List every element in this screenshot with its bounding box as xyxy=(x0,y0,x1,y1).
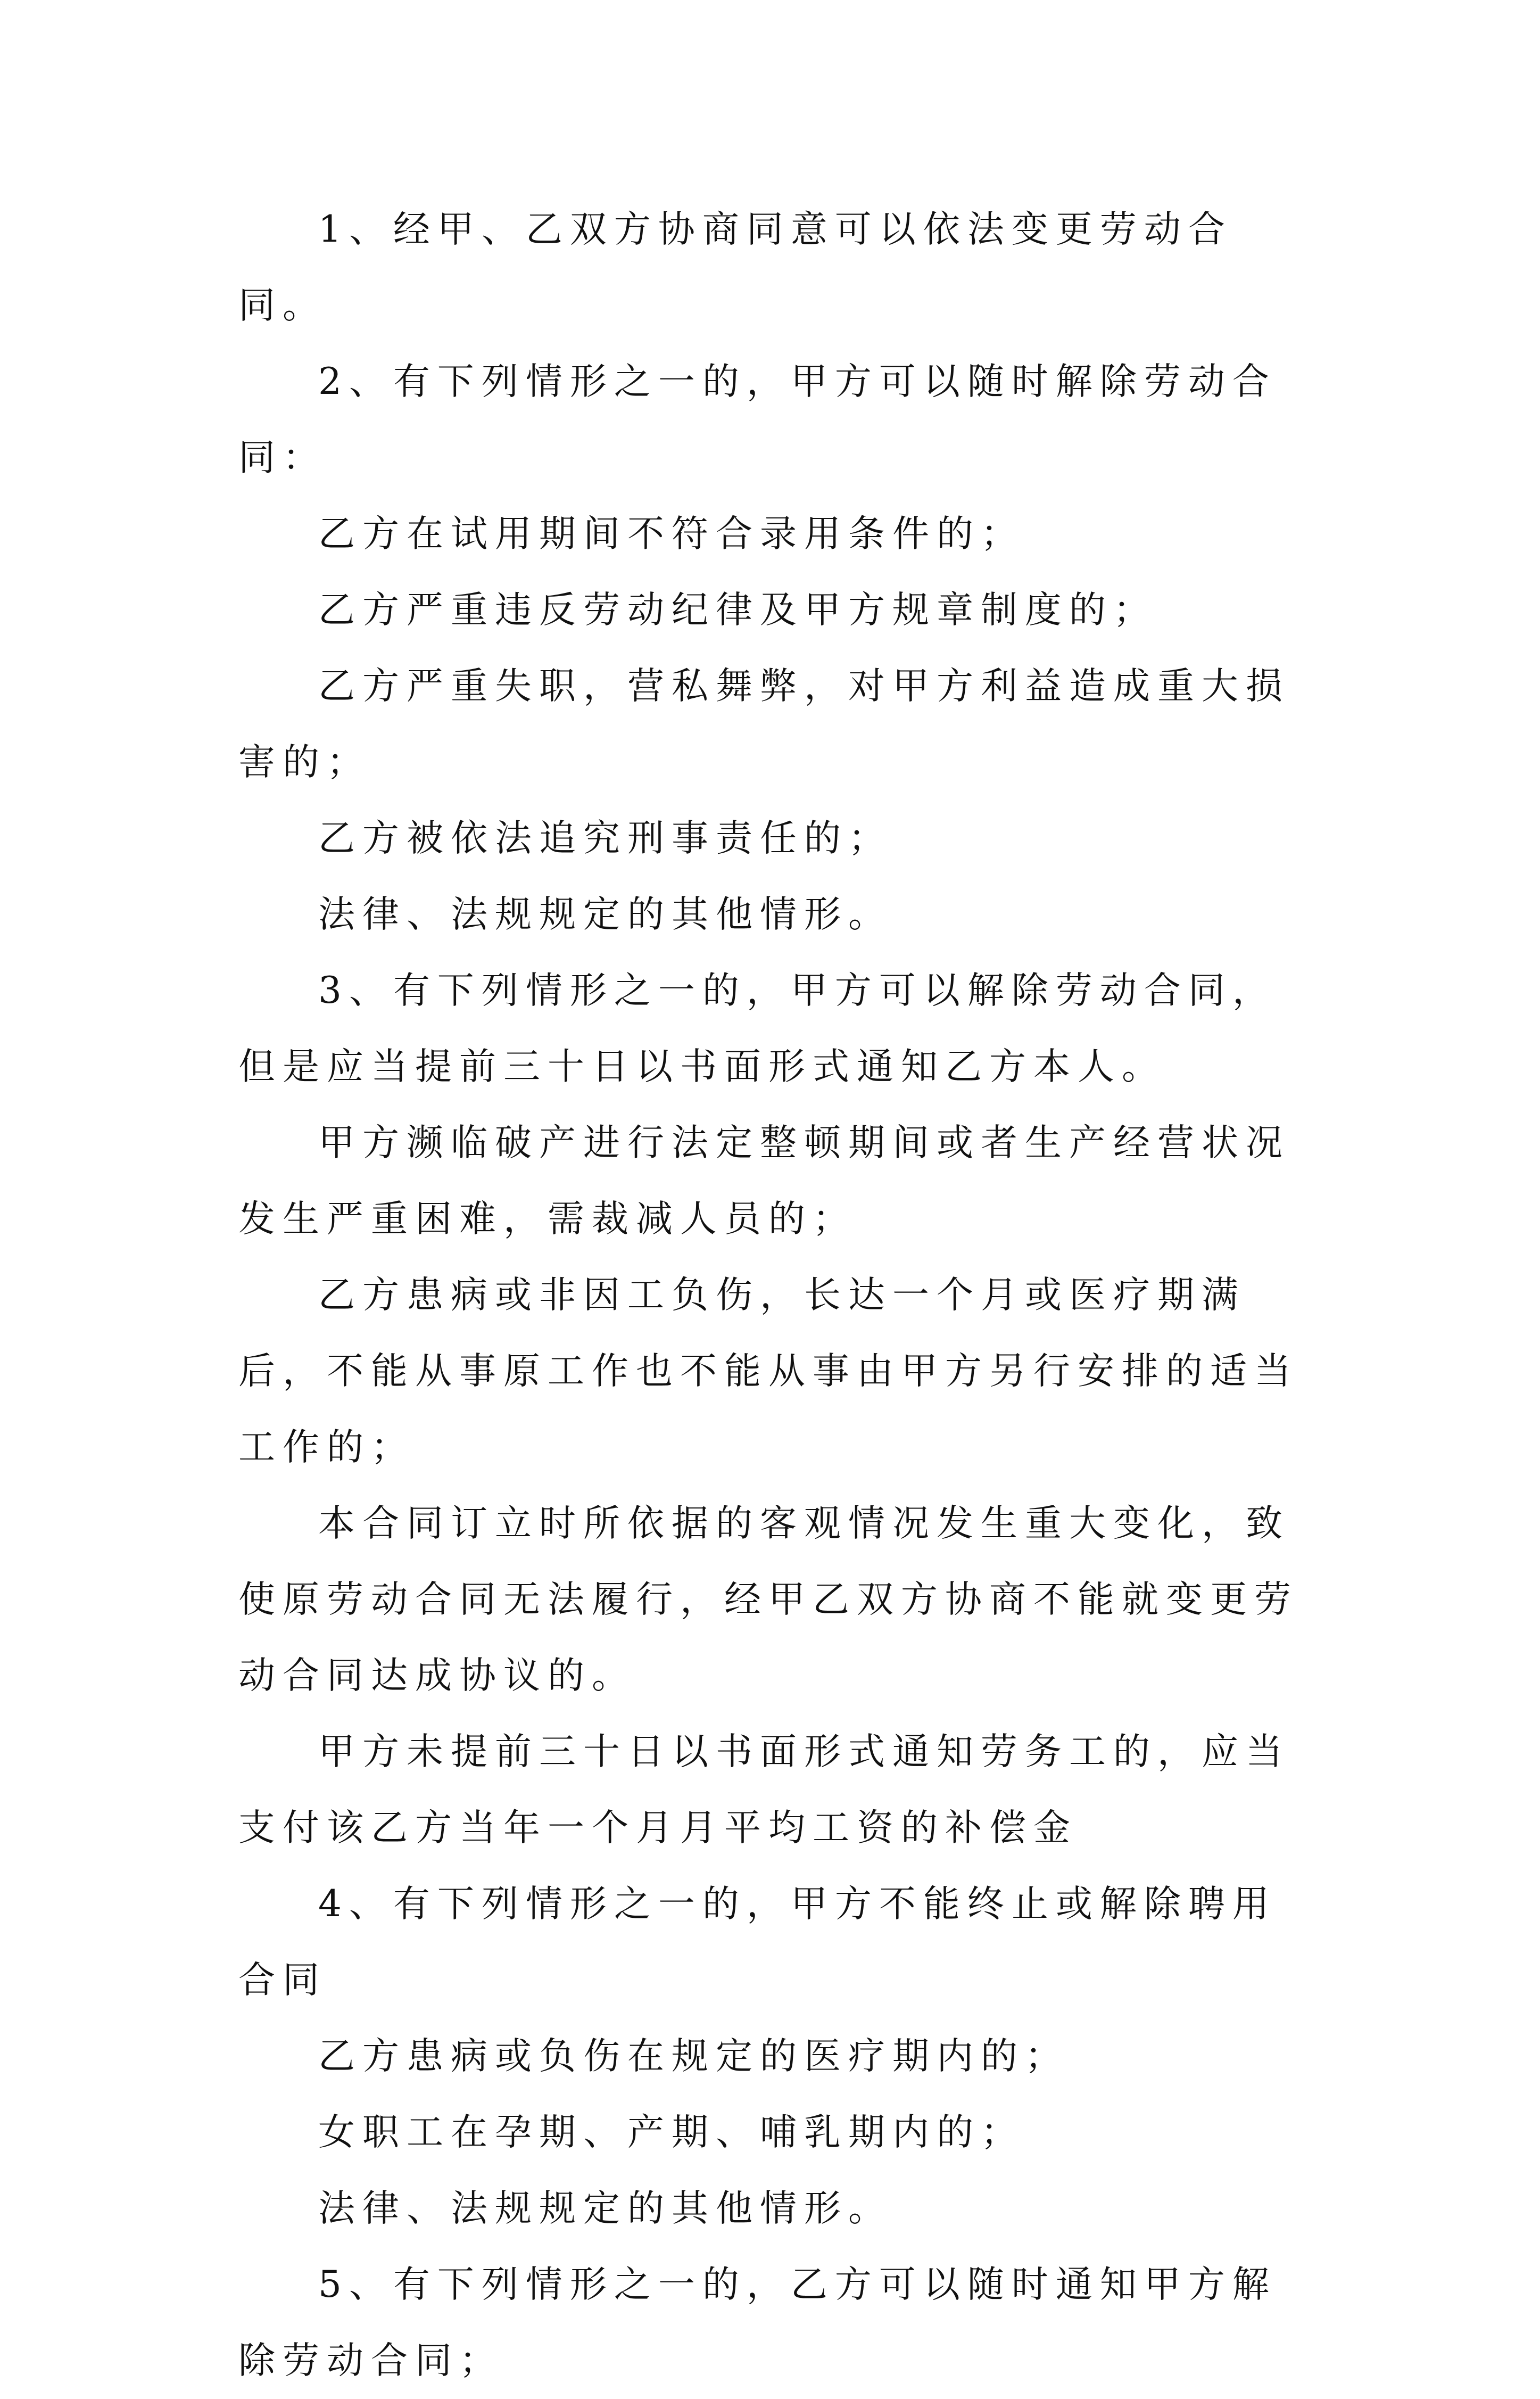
paragraph: 乙方患病或非因工负伤，长达一个月或医疗期满后，不能从事原工作也不能从事由甲方另行安排的适当工作的； xyxy=(238,1274,1298,1469)
paragraph: 法律、法规规定的其他情形。 xyxy=(318,893,892,936)
paragraph: 5、有下列情形之一的，乙方可以随时通知甲方解除劳动合同； xyxy=(238,2263,1277,2382)
paragraph: 女职工在孕期、产期、哺乳期内的； xyxy=(318,2111,1025,2154)
paragraph: 乙方在试用期间不符合录用条件的； xyxy=(318,513,1025,555)
paragraph: 本合同订立时所依据的客观情况发生重大变化，致使原劳动合同无法履行，经甲乙双方协商不能就变更劳动合同达成协议的。 xyxy=(238,1502,1298,1697)
paragraph: 甲方濒临破产进行法定整顿期间或者生产经营状况发生严重困难，需裁减人员的； xyxy=(238,1122,1290,1240)
paragraph: 法律、法规规定的其他情形。 xyxy=(318,2187,892,2230)
paragraph: 乙方被依法追究刑事责任的； xyxy=(318,817,892,860)
paragraph: 1、经甲、乙双方协商同意可以依法变更劳动合同。 xyxy=(238,208,1232,327)
paragraph: 乙方患病或负伤在规定的医疗期内的； xyxy=(318,2035,1069,2078)
paragraph: 4、有下列情形之一的，甲方不能终止或解除聘用合同 xyxy=(238,1883,1277,2001)
paragraph: 乙方严重违反劳动纪律及甲方规章制度的； xyxy=(318,589,1157,631)
paragraph: 乙方严重失职，营私舞弊，对甲方利益造成重大损害的； xyxy=(238,665,1290,784)
document-body xyxy=(238,192,1319,2399)
paragraph: 2、有下列情形之一的，甲方可以随时解除劳动合同： xyxy=(238,360,1277,479)
paragraph: 3、有下列情形之一的，甲方可以解除劳动合同，但是应当提前三十日以书面形式通知乙方本人。 xyxy=(238,969,1277,1088)
paragraph: 甲方未提前三十日以书面形式通知劳务工的，应当支付该乙方当年一个月月平均工资的补偿金 xyxy=(238,1730,1290,1849)
